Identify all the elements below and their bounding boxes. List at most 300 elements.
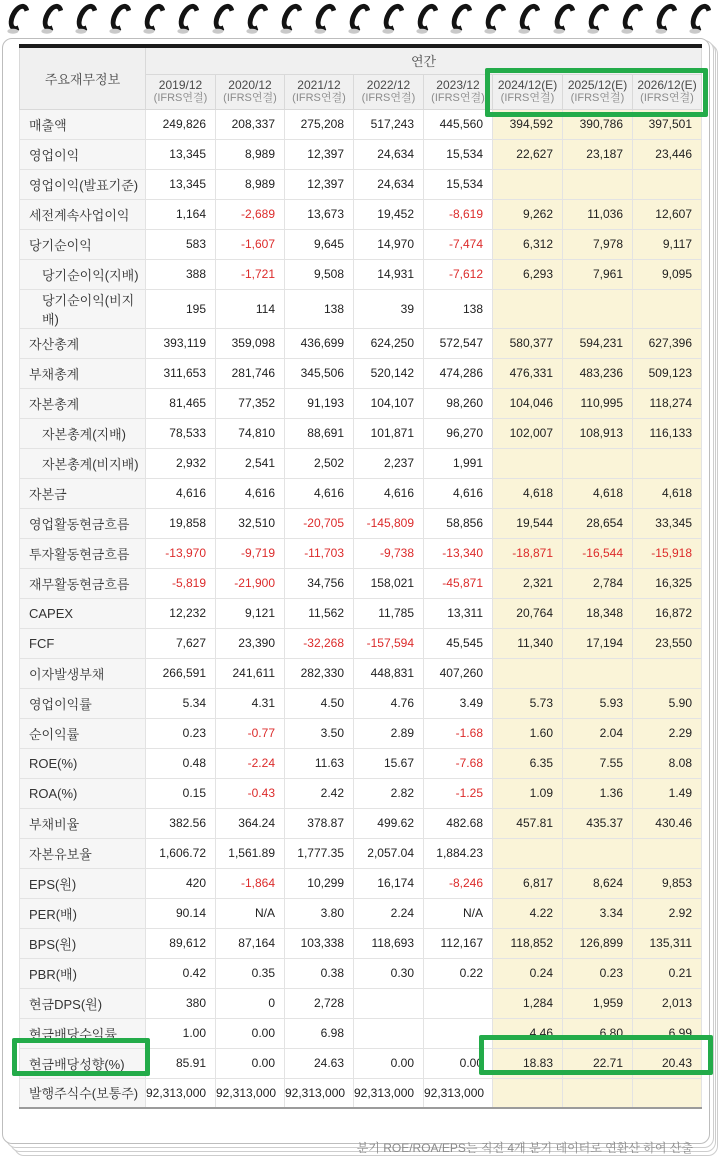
value-cell: 0.00 [354,1048,424,1078]
value-cell: 18.83 [493,1048,563,1078]
financial-table-wrap [19,44,701,1109]
value-cell: 85.91 [146,1048,216,1078]
value-cell: 92,313,000 [216,1078,285,1108]
value-cell: 0.00 [424,1048,493,1078]
value-cell: 13,345 [146,169,216,199]
value-cell: 2,932 [146,448,216,478]
value-cell [563,1078,633,1108]
value-cell: 4,616 [285,478,354,508]
table-row [20,508,702,538]
notebook-page [2,38,710,1155]
value-cell: 266,591 [146,658,216,688]
row-label: EPS(원) [20,868,146,898]
footnote-clip [3,1139,703,1155]
value-cell: 17,194 [563,628,633,658]
spiral-ring-icon [73,1,102,35]
value-cell: 627,396 [633,328,702,358]
value-cell: 1,561.89 [216,838,285,868]
value-cell: 7.55 [563,748,633,778]
value-cell: 4,616 [216,478,285,508]
value-cell: 112,167 [424,928,493,958]
value-cell [424,988,493,1018]
value-cell: 87,164 [216,928,285,958]
row-label: 영업활동현금흐름 [20,508,146,538]
footnote-text: 분기 ROE/ROA/EPS는 직전 4개 분기 데이터로 연환산 하여 산출 [356,1141,693,1155]
value-cell: 448,831 [354,658,424,688]
spiral-ring-icon [584,1,613,35]
row-label: 자산총계 [20,328,146,358]
row-label: 발행주식수(보통주) [20,1078,146,1108]
column-header: 2020/12 (IFRS연결) [216,74,285,109]
value-cell: 22,627 [493,139,563,169]
value-cell: 4.46 [493,1018,563,1048]
value-cell: 445,560 [424,109,493,139]
value-cell: 6.99 [633,1018,702,1048]
value-cell: 89,612 [146,928,216,958]
dividend-yield-label-highlight-box [12,1038,150,1076]
value-cell: -1,721 [216,259,285,289]
table-row [20,448,702,478]
value-cell: 345,506 [285,358,354,388]
value-cell: -0.77 [216,718,285,748]
table-row [20,598,702,628]
estimate-columns-highlight-box [485,68,708,117]
value-cell: 6,312 [493,229,563,259]
value-cell: 2.92 [633,898,702,928]
table-row [20,229,702,259]
table-row [20,898,702,928]
financial-table [19,44,702,1109]
value-cell: 98,260 [424,388,493,418]
value-cell: 11,340 [493,628,563,658]
value-cell: 81,465 [146,388,216,418]
value-cell: 0.38 [285,958,354,988]
value-cell: 474,286 [424,358,493,388]
table-row [20,658,702,688]
row-label: 자본총계(비지배) [20,448,146,478]
table-row [20,928,702,958]
value-cell: 11.63 [285,748,354,778]
value-cell: 482.68 [424,808,493,838]
value-cell: 594,231 [563,328,633,358]
table-row [20,1078,702,1108]
value-cell [493,448,563,478]
column-header: 2026/12(E) (IFRS연결) [633,74,702,109]
spiral-ring-icon [175,1,204,35]
table-row [20,838,702,868]
table-row [20,139,702,169]
value-cell: 92,313,000 [354,1078,424,1108]
spiral-ring-icon [482,1,511,35]
value-cell: N/A [216,898,285,928]
value-cell [633,169,702,199]
value-cell: 0.22 [424,958,493,988]
value-cell: 32,510 [216,508,285,538]
table-row [20,868,702,898]
value-cell: 1,884.23 [424,838,493,868]
row-label: 당기순이익 [20,229,146,259]
value-cell: 126,899 [563,928,633,958]
value-cell: 393,119 [146,328,216,358]
value-cell: 14,970 [354,229,424,259]
value-cell [493,658,563,688]
value-cell: 0.42 [146,958,216,988]
dividend-yield-values-highlight-box [479,1035,713,1075]
value-cell: 580,377 [493,328,563,358]
value-cell: -7,612 [424,259,493,289]
value-cell [633,289,702,328]
value-cell: -1,864 [216,868,285,898]
table-row [20,388,702,418]
value-cell: -7.68 [424,748,493,778]
spiral-binding [0,3,720,39]
value-cell: -0.43 [216,778,285,808]
value-cell: 13,673 [285,199,354,229]
value-cell: 118,274 [633,388,702,418]
column-header: 2023/12 (IFRS연결) [424,74,493,109]
value-cell: 9,645 [285,229,354,259]
value-cell: 2.89 [354,718,424,748]
value-cell: 483,236 [563,358,633,388]
value-cell: 7,978 [563,229,633,259]
row-label: PBR(배) [20,958,146,988]
table-row [20,169,702,199]
value-cell: 364.24 [216,808,285,838]
row-label: 부채총계 [20,358,146,388]
value-cell: 23,446 [633,139,702,169]
value-cell: 9,117 [633,229,702,259]
value-cell: 11,562 [285,598,354,628]
value-cell: 359,098 [216,328,285,358]
table-row [20,538,702,568]
value-cell [633,1078,702,1108]
value-cell: 104,107 [354,388,424,418]
value-cell: 92,313,000 [424,1078,493,1108]
period-group-header: 연간 [146,46,702,74]
row-label: 영업이익률 [20,688,146,718]
value-cell: 16,174 [354,868,424,898]
spiral-ring-icon [686,1,715,35]
value-cell: 0.30 [354,958,424,988]
value-cell: 2,784 [563,568,633,598]
value-cell: 102,007 [493,418,563,448]
value-cell: 24,634 [354,169,424,199]
value-cell: 397,501 [633,109,702,139]
value-cell: 118,693 [354,928,424,958]
value-cell [563,169,633,199]
value-cell [563,448,633,478]
value-cell: 4.31 [216,688,285,718]
value-cell: 8,989 [216,139,285,169]
table-row [20,478,702,508]
value-cell: 19,858 [146,508,216,538]
row-label: 자본금 [20,478,146,508]
value-cell: 2,541 [216,448,285,478]
value-cell: 92,313,000 [285,1078,354,1108]
value-cell [354,988,424,1018]
value-cell: 1,284 [493,988,563,1018]
value-cell: 2.42 [285,778,354,808]
column-header: 2022/12 (IFRS연결) [354,74,424,109]
value-cell: 2,057.04 [354,838,424,868]
value-cell: -15,918 [633,538,702,568]
value-cell: -1.68 [424,718,493,748]
value-cell: 20,764 [493,598,563,628]
value-cell [493,169,563,199]
value-cell: 74,810 [216,418,285,448]
value-cell: 2.24 [354,898,424,928]
row-label: 현금DPS(원) [20,988,146,1018]
value-cell: 5.73 [493,688,563,718]
value-cell: 0.00 [216,1048,285,1078]
value-cell: 407,260 [424,658,493,688]
value-cell: 12,397 [285,139,354,169]
value-cell: 23,550 [633,628,702,658]
value-cell: 6.80 [563,1018,633,1048]
value-cell: 11,785 [354,598,424,628]
value-cell: 12,607 [633,199,702,229]
spiral-ring-icon [550,1,579,35]
value-cell: 0.00 [216,1018,285,1048]
value-cell: 8,989 [216,169,285,199]
value-cell [563,658,633,688]
table-row [20,418,702,448]
value-cell: 1.36 [563,778,633,808]
value-cell: 4,618 [493,478,563,508]
row-label: 영업이익 [20,139,146,169]
value-cell: 282,330 [285,658,354,688]
value-cell: 208,337 [216,109,285,139]
value-cell: -9,719 [216,538,285,568]
value-cell: 2.82 [354,778,424,808]
value-cell: -5,819 [146,568,216,598]
value-cell: 9,853 [633,868,702,898]
value-cell: 3.50 [285,718,354,748]
value-cell: 8.08 [633,748,702,778]
value-cell: 34,756 [285,568,354,598]
table-row [20,988,702,1018]
value-cell: 101,871 [354,418,424,448]
table-row [20,259,702,289]
value-cell: 1.00 [146,1018,216,1048]
value-cell [493,289,563,328]
spiral-ring-icon [39,1,68,35]
value-cell: 388 [146,259,216,289]
value-cell: 114 [216,289,285,328]
value-cell: 4.22 [493,898,563,928]
value-cell: 103,338 [285,928,354,958]
column-header: 2021/12 (IFRS연결) [285,74,354,109]
value-cell: -145,809 [354,508,424,538]
value-cell: 624,250 [354,328,424,358]
value-cell: 13,345 [146,139,216,169]
value-cell: 39 [354,289,424,328]
row-label: 자본총계 [20,388,146,418]
value-cell: 24,634 [354,139,424,169]
row-label: ROA(%) [20,778,146,808]
value-cell: 0.21 [633,958,702,988]
value-cell: -7,474 [424,229,493,259]
value-cell: 8,624 [563,868,633,898]
value-cell: 4,618 [563,478,633,508]
value-cell: 1,959 [563,988,633,1018]
spiral-ring-icon [618,1,647,35]
value-cell [633,448,702,478]
value-cell: N/A [424,898,493,928]
value-cell: -32,268 [285,628,354,658]
spiral-ring-icon [516,1,545,35]
value-cell: 0.23 [146,718,216,748]
value-cell: 0.35 [216,958,285,988]
row-label: 당기순이익(비지배) [20,289,146,328]
value-cell: 1.49 [633,778,702,808]
value-cell: 382.56 [146,808,216,838]
value-cell: 7,627 [146,628,216,658]
value-cell: -16,544 [563,538,633,568]
spiral-ring-icon [209,1,238,35]
value-cell: 58,856 [424,508,493,538]
row-label: 영업이익(발표기준) [20,169,146,199]
value-cell: 2,013 [633,988,702,1018]
row-label: 이자발생부채 [20,658,146,688]
value-cell: 22.71 [563,1048,633,1078]
value-cell [563,289,633,328]
value-cell: 420 [146,868,216,898]
value-cell: 1,991 [424,448,493,478]
value-cell: 77,352 [216,388,285,418]
value-cell: 90.14 [146,898,216,928]
value-cell: 138 [285,289,354,328]
value-cell: 430.46 [633,808,702,838]
value-cell: 1,164 [146,199,216,229]
value-cell: 88,691 [285,418,354,448]
value-cell: 11,036 [563,199,633,229]
row-label: 당기순이익(지배) [20,259,146,289]
value-cell: 380 [146,988,216,1018]
value-cell: 23,390 [216,628,285,658]
value-cell: 6,817 [493,868,563,898]
value-cell: 15,534 [424,169,493,199]
table-row [20,688,702,718]
value-cell: 91,193 [285,388,354,418]
value-cell: 6.35 [493,748,563,778]
value-cell: 9,508 [285,259,354,289]
value-cell: 4,616 [424,478,493,508]
value-cell: 9,121 [216,598,285,628]
value-cell: 0.23 [563,958,633,988]
value-cell: 96,270 [424,418,493,448]
value-cell: 4,618 [633,478,702,508]
row-label: 매출액 [20,109,146,139]
value-cell: -11,703 [285,538,354,568]
row-label: 부채비율 [20,808,146,838]
value-cell: 1,777.35 [285,838,354,868]
spiral-ring-icon [107,1,136,35]
value-cell: 2.04 [563,718,633,748]
value-cell: 104,046 [493,388,563,418]
table-row [20,958,702,988]
spiral-ring-icon [243,1,272,35]
table-row [20,568,702,598]
value-cell: 3.80 [285,898,354,928]
value-cell: 435.37 [563,808,633,838]
value-cell: 18,348 [563,598,633,628]
value-cell [633,658,702,688]
value-cell: 2.29 [633,718,702,748]
value-cell: -8,246 [424,868,493,898]
value-cell: 4.50 [285,688,354,718]
value-cell: 5.34 [146,688,216,718]
row-label: PER(배) [20,898,146,928]
value-cell: 281,746 [216,358,285,388]
table-row [20,628,702,658]
value-cell: 116,133 [633,418,702,448]
row-label: 투자활동현금흐름 [20,538,146,568]
value-cell: 14,931 [354,259,424,289]
row-label: 현금배당성향(%) [20,1048,146,1078]
value-cell: 158,021 [354,568,424,598]
value-cell: -20,705 [285,508,354,538]
value-cell: 2,237 [354,448,424,478]
value-cell: 378.87 [285,808,354,838]
column-header: 2025/12(E) (IFRS연결) [563,74,633,109]
value-cell: 390,786 [563,109,633,139]
value-cell: -13,970 [146,538,216,568]
value-cell: 6.98 [285,1018,354,1048]
value-cell: 572,547 [424,328,493,358]
spiral-ring-icon [652,1,681,35]
value-cell: 118,852 [493,928,563,958]
value-cell [354,1018,424,1048]
value-cell: -45,871 [424,568,493,598]
value-cell [493,838,563,868]
table-row [20,748,702,778]
value-cell: 509,123 [633,358,702,388]
value-cell: -157,594 [354,628,424,658]
value-cell: 4,616 [354,478,424,508]
value-cell: 0.24 [493,958,563,988]
row-label: 재무활동현금흐름 [20,568,146,598]
spiral-ring-icon [448,1,477,35]
table-row [20,199,702,229]
value-cell: 275,208 [285,109,354,139]
value-cell: 520,142 [354,358,424,388]
value-cell: 9,262 [493,199,563,229]
value-cell: 0.48 [146,748,216,778]
value-cell: 110,995 [563,388,633,418]
value-cell: 436,699 [285,328,354,358]
value-cell: 517,243 [354,109,424,139]
value-cell: 3.34 [563,898,633,928]
row-label: 순이익률 [20,718,146,748]
value-cell: 3.49 [424,688,493,718]
value-cell: 13,311 [424,598,493,628]
value-cell: 33,345 [633,508,702,538]
value-cell: 12,232 [146,598,216,628]
value-cell: 4.76 [354,688,424,718]
row-label: 자본총계(지배) [20,418,146,448]
value-cell: 19,452 [354,199,424,229]
value-cell: -9,738 [354,538,424,568]
value-cell: 92,313,000 [146,1078,216,1108]
spiral-ring-icon [141,1,170,35]
value-cell: 28,654 [563,508,633,538]
row-label: CAPEX [20,598,146,628]
value-cell: 23,187 [563,139,633,169]
row-label: 자본유보율 [20,838,146,868]
value-cell: 15.67 [354,748,424,778]
corner-header: 주요재무정보 [20,46,146,109]
